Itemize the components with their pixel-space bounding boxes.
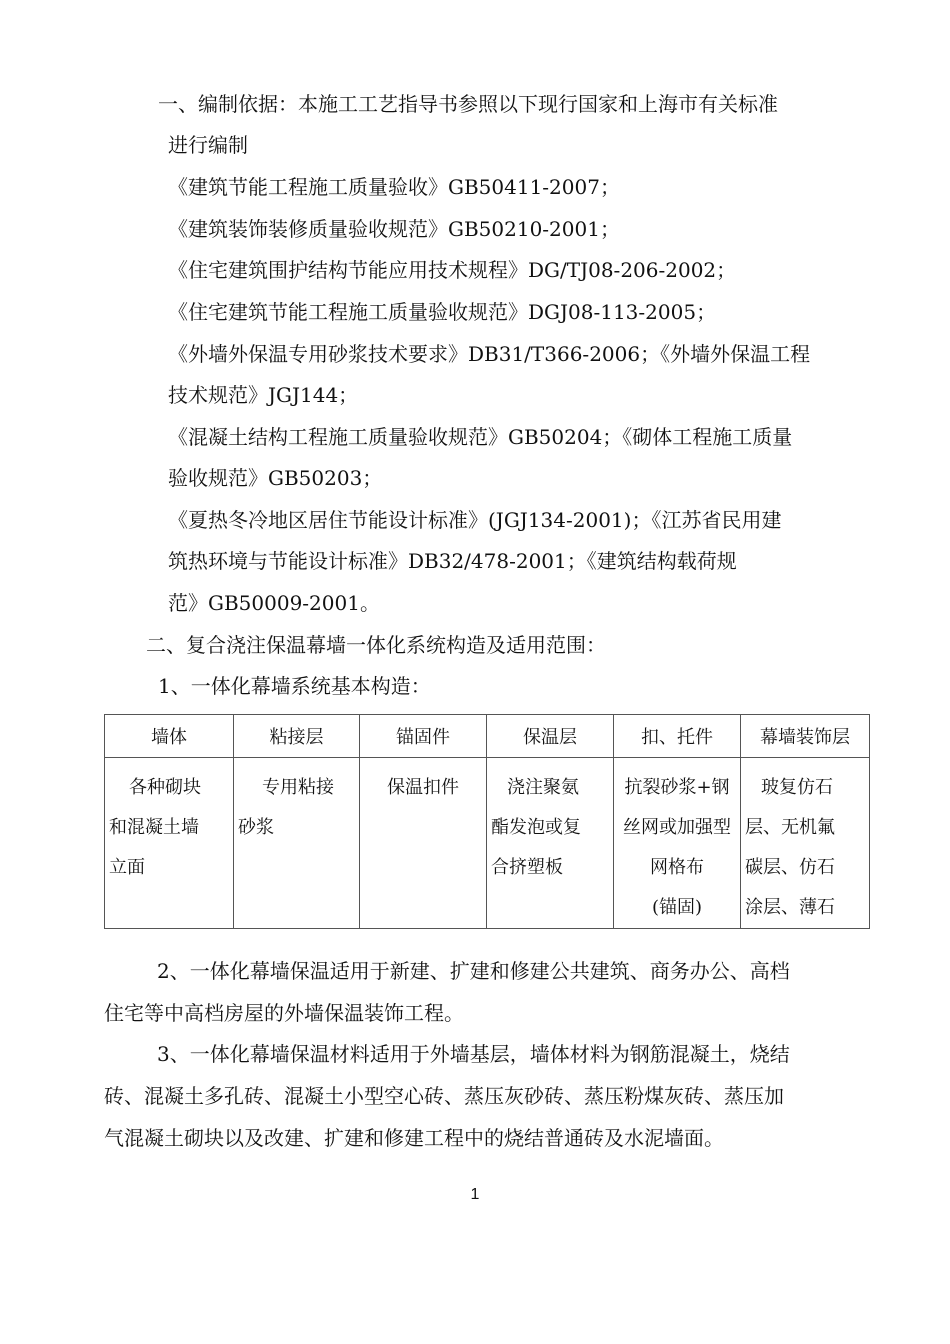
cell-line: 各种砌块 (129, 777, 201, 798)
standard-line: 技术规范》JGJ144； (168, 383, 359, 407)
text-line: 进行编制 (168, 133, 248, 157)
cell-line: 层、无机氟 (745, 817, 835, 838)
section-2-heading: 二、复合浇注保温幕墙一体化系统构造及适用范围： (146, 633, 606, 657)
table-header-cell: 幕墙装饰层 (741, 715, 870, 758)
table-header-cell: 粘接层 (234, 715, 360, 758)
standard-line: 《夏热冬冷地区居住节能设计标准》(JGJ134-2001)；《江苏省民用建 (168, 508, 782, 532)
table-header-cell: 扣、托件 (614, 715, 741, 758)
standard-line: 《住宅建筑围护结构节能应用技术规程》DG/TJ08-206-2002； (168, 258, 737, 282)
standard-line: 《住宅建筑节能工程施工质量验收规范》DGJ08-113-2005； (168, 300, 717, 324)
paragraph-line: 气混凝土砌块以及改建、扩建和修建工程中的烧结普通砖及水泥墙面。 (104, 1126, 724, 1150)
subsection-heading: 1、一体化幕墙系统基本构造： (158, 674, 431, 698)
cell-line: 浇注聚氨 (507, 777, 579, 798)
cell-line: 和混凝土墙 (109, 817, 199, 838)
cell-line: 立面 (109, 857, 145, 878)
system-structure-table (104, 714, 870, 929)
table-cell-bonding (234, 758, 360, 929)
paragraph-line: 住宅等中高档房屋的外墙保温装饰工程。 (104, 1001, 464, 1025)
standard-line: 《建筑装饰装修质量验收规范》GB50210-2001； (168, 217, 620, 241)
cell-line: 丝网或加强型 (623, 817, 731, 838)
cell-line: 碳层、仿石 (745, 857, 835, 878)
table-cell-wall (105, 758, 234, 929)
table-header-cell: 锚固件 (360, 715, 487, 758)
cell-line: 玻复仿石 (761, 777, 833, 798)
cell-line: 保温扣件 (387, 777, 459, 798)
cell-line: 涂层、薄石 (745, 897, 835, 918)
cell-line: 专用粘接 (262, 777, 334, 798)
paragraph-line: 3、一体化幕墙保温材料适用于外墙基层，墙体材料为钢筋混凝土，烧结 (157, 1042, 790, 1066)
standard-line: 验收规范》GB50203； (168, 466, 383, 490)
page-number: 1 (470, 1186, 480, 1203)
cell-line: 酯发泡或复 (491, 817, 581, 838)
table-row (105, 758, 870, 929)
standard-line: 《建筑节能工程施工质量验收》GB50411-2007； (168, 175, 620, 199)
table-header-cell: 保温层 (487, 715, 614, 758)
cell-line: (锚固) (651, 897, 703, 918)
cell-line: 砂浆 (238, 817, 274, 838)
table-cell-facade (741, 758, 870, 929)
table-cell-insulation (487, 758, 614, 929)
cell-line: 网格布 (650, 857, 704, 878)
section-1-heading: 一、编制依据：本施工工艺指导书参照以下现行国家和上海市有关标准 (158, 92, 778, 116)
standard-line: 筑热环境与节能设计标准》DB32/478-2001；《建筑结构载荷规 (168, 549, 737, 573)
standard-line: 《混凝土结构工程施工质量验收规范》GB50204；《砌体工程施工质量 (168, 425, 793, 449)
standard-line: 《外墙外保温专用砂浆技术要求》DB31/T366-2006；《外墙外保温工程 (168, 342, 811, 366)
table-header-row (105, 715, 870, 758)
paragraph-line: 砖、混凝土多孔砖、混凝土小型空心砖、蒸压灰砂砖、蒸压粉煤灰砖、蒸压加 (104, 1084, 784, 1108)
standard-line: 范》GB50009-2001。 (168, 591, 380, 615)
table-cell-anchor (360, 758, 487, 929)
cell-line: 抗裂砂浆+钢 (624, 777, 730, 798)
table-header-cell: 墙体 (105, 715, 234, 758)
table-cell-fastener (614, 758, 741, 929)
cell-line: 合挤塑板 (491, 857, 563, 878)
paragraph-line: 2、一体化幕墙保温适用于新建、扩建和修建公共建筑、商务办公、高档 (157, 959, 790, 983)
